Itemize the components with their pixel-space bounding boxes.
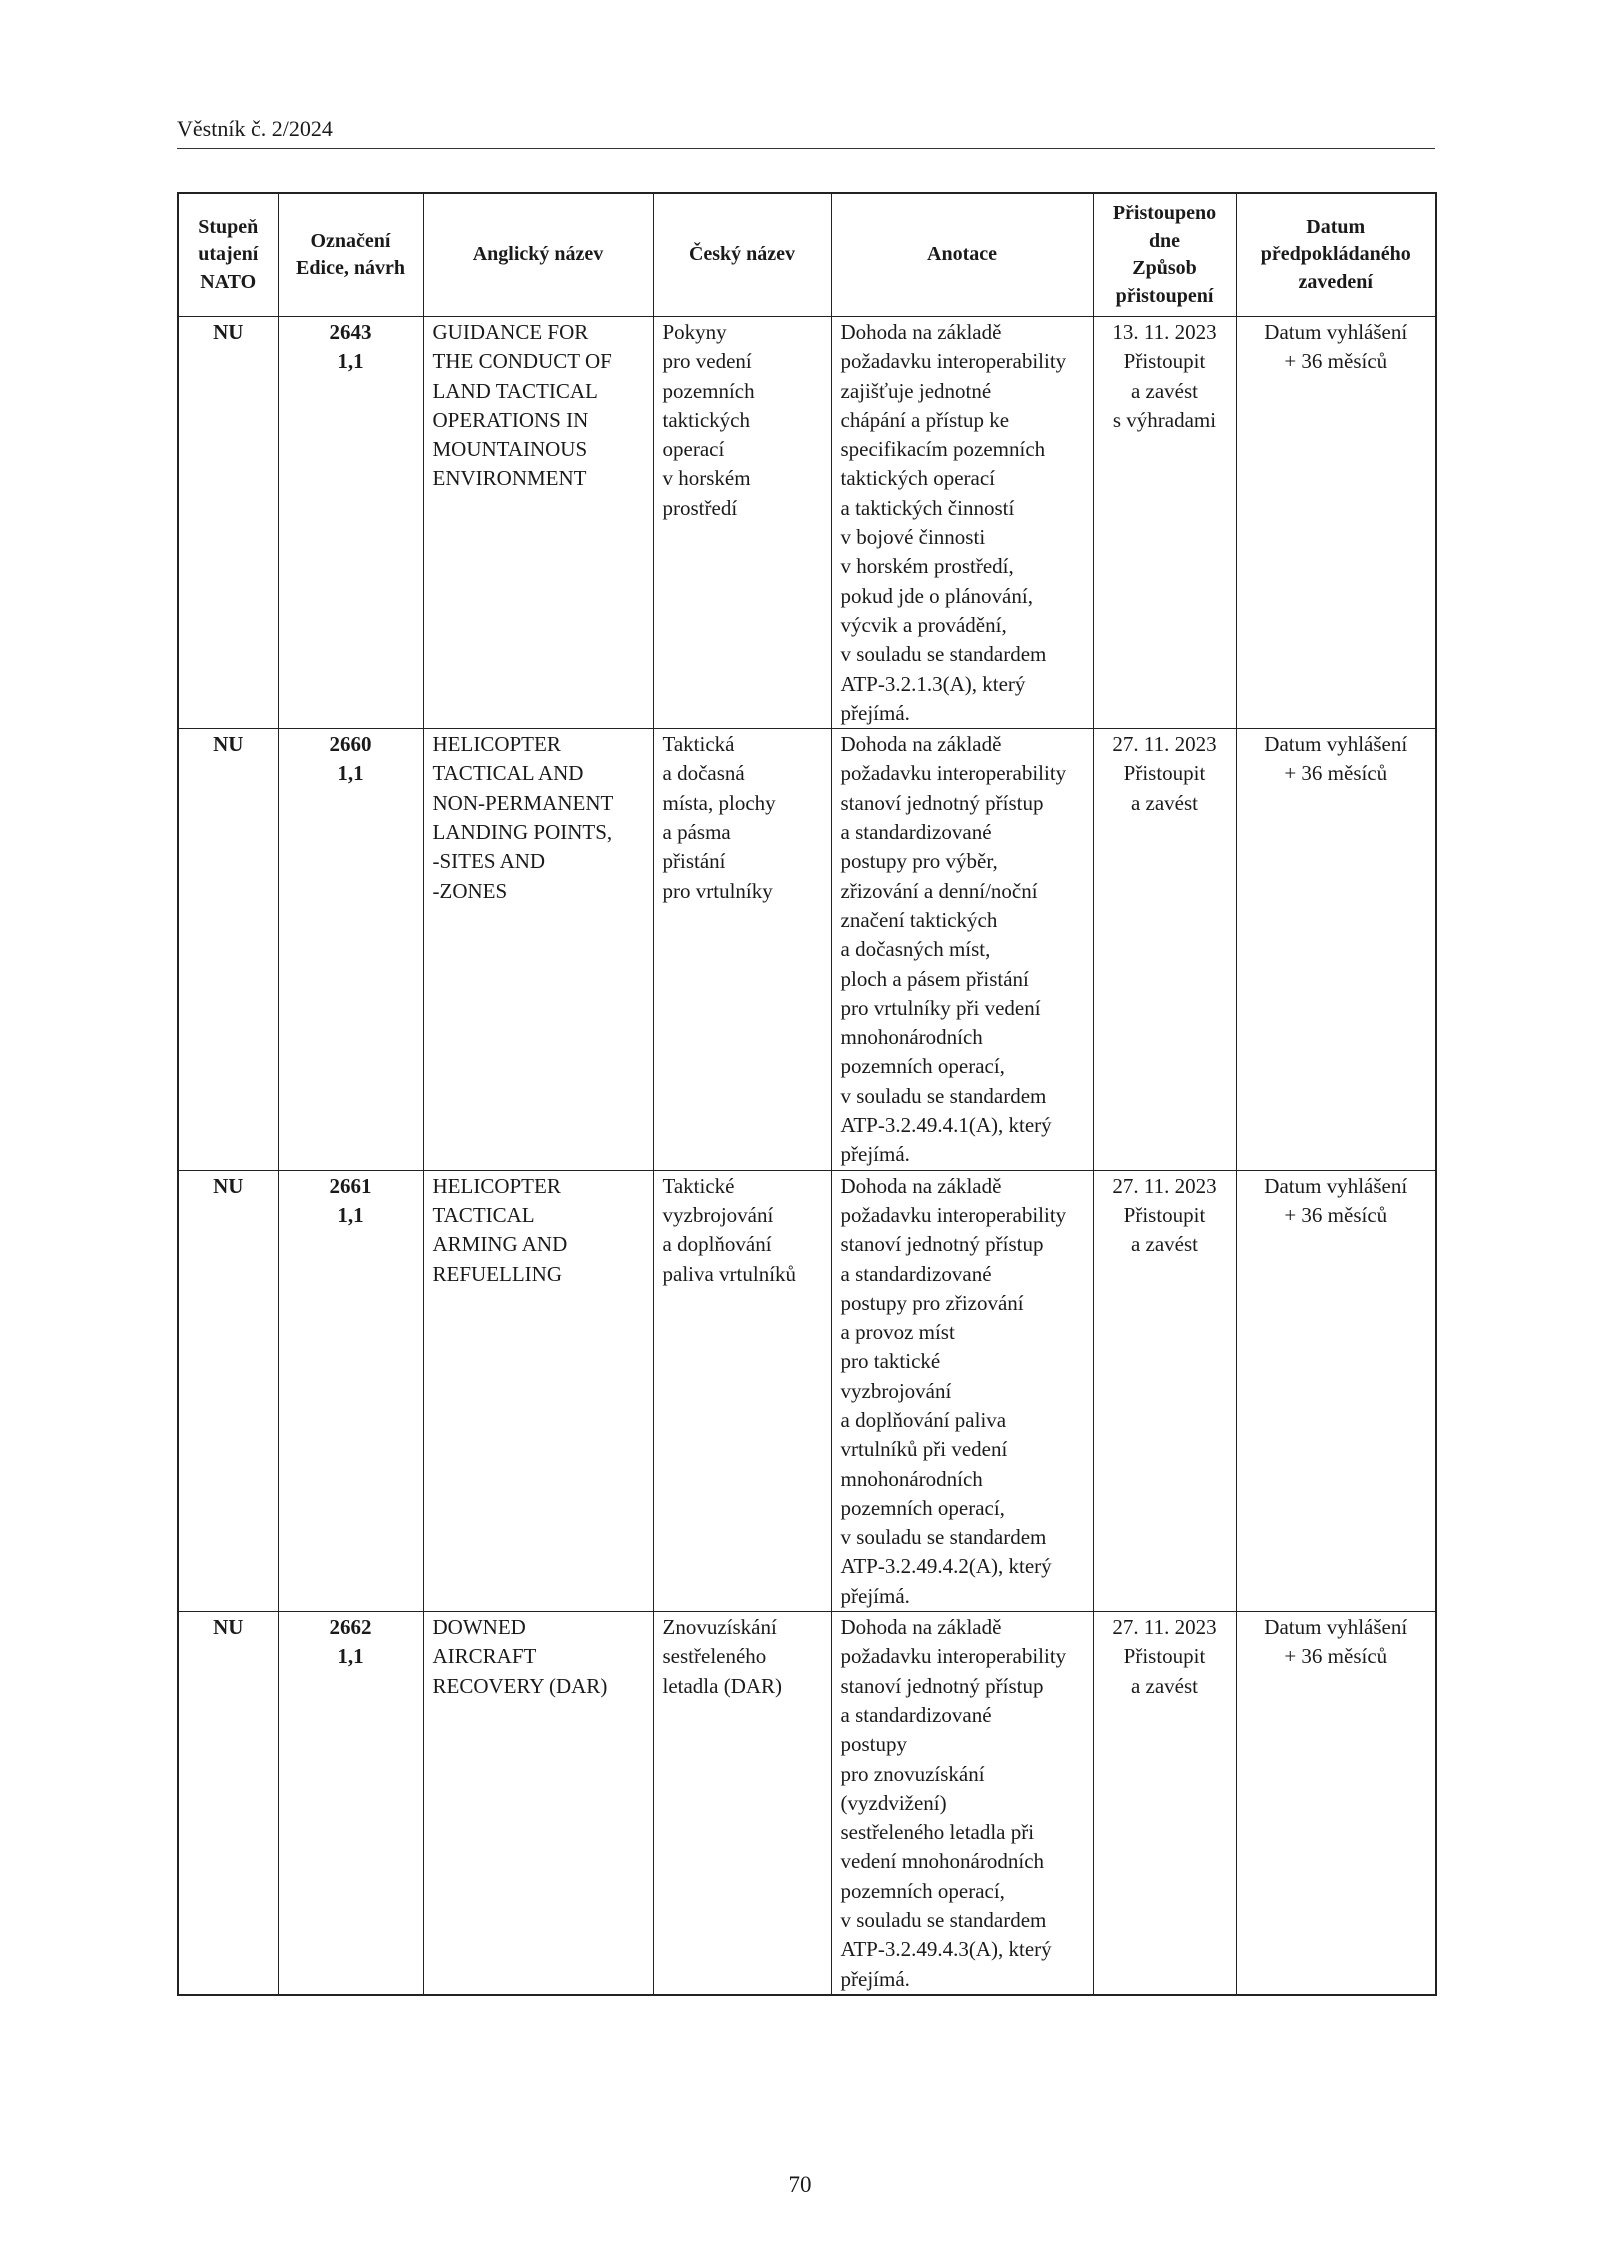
header-czech-title: Český název bbox=[653, 193, 831, 317]
standards-table bbox=[177, 192, 1437, 1996]
header-annotation: Anotace bbox=[831, 193, 1093, 317]
page-footer bbox=[0, 2172, 1600, 2198]
cell-designation: 2660 1,1 bbox=[278, 729, 423, 1170]
cell-ratification: 27. 11. 2023 Přistoupit a zavést bbox=[1093, 1170, 1236, 1611]
cell-designation: 2662 1,1 bbox=[278, 1612, 423, 1995]
table-row bbox=[178, 1612, 1436, 1995]
table-row bbox=[178, 317, 1436, 729]
cell-ratification: 27. 11. 2023 Přistoupit a zavést bbox=[1093, 729, 1236, 1170]
cell-annotation: Dohoda na základě požadavku interoperability stanoví jednotný přístup a standardizované postupy pro zřizování a provoz míst pro taktické vyzbrojování a doplňování paliva vrtulníků při vedení mnohonárodních pozemních operací, v souladu se standardem ATP-3.2.49.4.2(A), který přejímá. bbox=[831, 1170, 1093, 1611]
table-row bbox=[178, 729, 1436, 1170]
header-ratification: Přistoupeno dne Způsob přistoupení bbox=[1093, 193, 1236, 317]
cell-czech-title: Pokyny pro vedení pozemních taktických operací v horském prostředí bbox=[653, 317, 831, 729]
cell-annotation: Dohoda na základě požadavku interoperability stanoví jednotný přístup a standardizované postupy pro výběr, zřizování a denní/noční značení taktických a dočasných míst, ploch a pásem přistání pro vrtulníky při vedení mnohonárodních pozemních operací, v souladu se standardem ATP-3.2.49.4.1(A), který přejímá. bbox=[831, 729, 1093, 1170]
cell-implementation: Datum vyhlášení + 36 měsíců bbox=[1236, 1170, 1436, 1611]
cell-implementation: Datum vyhlášení + 36 měsíců bbox=[1236, 317, 1436, 729]
cell-english-title: HELICOPTER TACTICAL AND NON-PERMANENT LANDING POINTS, -SITES AND -ZONES bbox=[423, 729, 653, 1170]
cell-implementation: Datum vyhlášení + 36 měsíců bbox=[1236, 729, 1436, 1170]
cell-classification: NU bbox=[178, 1170, 278, 1611]
cell-annotation: Dohoda na základě požadavku interoperability stanoví jednotný přístup a standardizované postupy pro znovuzískání (vyzdvižení) sestřeleného letadla při vedení mnohonárodních pozemních operací, v souladu se standardem ATP-3.2.49.4.3(A), který přejímá. bbox=[831, 1612, 1093, 1995]
cell-english-title: DOWNED AIRCRAFT RECOVERY (DAR) bbox=[423, 1612, 653, 1995]
table-header-row bbox=[178, 193, 1436, 317]
header-implementation: Datum předpokládaného zavedení bbox=[1236, 193, 1436, 317]
cell-designation: 2661 1,1 bbox=[278, 1170, 423, 1611]
publication-title: Věstník č. 2/2024 bbox=[177, 116, 333, 141]
page-number: 70 bbox=[788, 2172, 812, 2197]
cell-classification: NU bbox=[178, 1612, 278, 1995]
cell-english-title: HELICOPTER TACTICAL ARMING AND REFUELLING bbox=[423, 1170, 653, 1611]
cell-english-title: GUIDANCE FOR THE CONDUCT OF LAND TACTICAL OPERATIONS IN MOUNTAINOUS ENVIRONMENT bbox=[423, 317, 653, 729]
cell-czech-title: Taktické vyzbrojování a doplňování paliva vrtulníků bbox=[653, 1170, 831, 1611]
cell-classification: NU bbox=[178, 317, 278, 729]
cell-czech-title: Taktická a dočasná místa, plochy a pásma přistání pro vrtulníky bbox=[653, 729, 831, 1170]
page-header bbox=[177, 112, 1435, 149]
header-designation: Označení Edice, návrh bbox=[278, 193, 423, 317]
header-classification: Stupeň utajení NATO bbox=[178, 193, 278, 317]
cell-ratification: 13. 11. 2023 Přistoupit a zavést s výhradami bbox=[1093, 317, 1236, 729]
cell-classification: NU bbox=[178, 729, 278, 1170]
cell-implementation: Datum vyhlášení + 36 měsíců bbox=[1236, 1612, 1436, 1995]
cell-annotation: Dohoda na základě požadavku interoperability zajišťuje jednotné chápání a přístup ke specifikacím pozemních taktických operací a taktických činností v bojové činnosti v horském prostředí, pokud jde o plánování, výcvik a provádění, v souladu se standardem ATP-3.2.1.3(A), který přejímá. bbox=[831, 317, 1093, 729]
cell-ratification: 27. 11. 2023 Přistoupit a zavést bbox=[1093, 1612, 1236, 1995]
header-english-title: Anglický název bbox=[423, 193, 653, 317]
cell-czech-title: Znovuzískání sestřeleného letadla (DAR) bbox=[653, 1612, 831, 1995]
cell-designation: 2643 1,1 bbox=[278, 317, 423, 729]
table-row bbox=[178, 1170, 1436, 1611]
